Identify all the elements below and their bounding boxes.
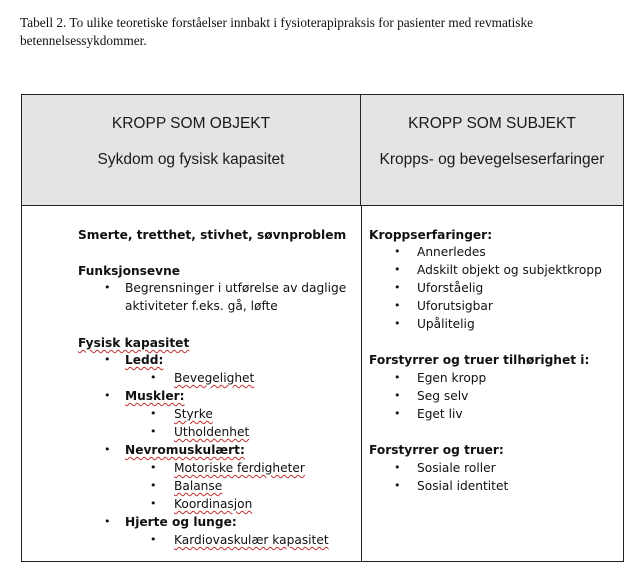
bullet: • (394, 317, 401, 330)
threat-heading: Forstyrrer og truer: (369, 443, 504, 457)
bullet: • (394, 371, 401, 384)
left-header-subtitle: Sykdom og fysisk kapasitet (97, 151, 285, 168)
neuro-label: Nevromuskulært: (125, 443, 245, 457)
bullet: • (150, 461, 157, 474)
joints-item: Bevegelighet (174, 371, 255, 385)
experience-item: Adskilt objekt og subjektkropp (417, 263, 602, 277)
left-header-cell (22, 95, 361, 206)
comparison-table (21, 94, 624, 562)
belonging-heading: Forstyrrer og truer tilhørighet i: (369, 353, 590, 367)
bullet: • (394, 407, 401, 420)
bullet: • (150, 497, 157, 510)
threat-item: Sosial identitet (417, 479, 509, 493)
belonging-item: Egen kropp (417, 371, 487, 385)
experience-item: Uforutsigbar (417, 299, 493, 313)
caption-line-1: Tabell 2. To ulike teoretiske forståelser innbakt i fysioterapipraksis for pasienter med revmatiske (20, 15, 533, 30)
heart-label: Hjerte og lunge: (125, 515, 237, 529)
right-header-title: KROPP SOM SUBJEKT (408, 115, 576, 132)
bullet: • (394, 299, 401, 312)
bullet: • (394, 245, 401, 258)
belonging-item: Eget liv (417, 407, 463, 421)
right-header-subtitle: Kropps- og bevegelseserfaringer (379, 151, 605, 168)
bullet: • (150, 407, 157, 420)
table-caption (20, 14, 620, 50)
experiences-heading: Kroppserfaringer: (369, 228, 493, 242)
bullet: • (394, 479, 401, 492)
bullet: • (394, 389, 401, 402)
muscles-item-endurance: Utholdenhet (174, 425, 250, 439)
capacity-heading: Fysisk kapasitet (78, 336, 190, 350)
experience-item: Upålitelig (417, 317, 475, 331)
neuro-item-balance: Balanse (174, 479, 223, 493)
muscles-item-strength: Styrke (174, 407, 213, 421)
function-item-line-2: aktiviteter f.eks. gå, løfte (125, 299, 278, 313)
function-heading: Funksjonsevne (78, 264, 181, 278)
bullet: • (104, 281, 111, 294)
bullet: • (394, 281, 401, 294)
bullet: • (150, 371, 157, 384)
bullet: • (104, 443, 111, 456)
experience-item: Annerledes (417, 245, 486, 259)
neuro-item-motor: Motoriske ferdigheter (174, 461, 305, 475)
bullet: • (394, 461, 401, 474)
bullet: • (104, 389, 111, 402)
bullet: • (104, 353, 111, 366)
symptoms-text: Smerte, tretthet, stivhet, søvnproblem (78, 228, 347, 242)
left-header-title: KROPP SOM OBJEKT (111, 115, 271, 132)
experience-item: Uforståelig (417, 281, 484, 295)
bullet: • (394, 263, 401, 276)
bullet: • (150, 425, 157, 438)
left-body-cell (22, 206, 361, 562)
right-body-cell (362, 206, 623, 562)
right-header-cell (361, 95, 623, 206)
heart-item: Kardiovaskulær kapasitet (174, 533, 329, 547)
joints-label: Ledd: (125, 353, 164, 367)
belonging-item: Seg selv (417, 389, 469, 403)
bullet: • (104, 515, 111, 528)
function-item-line-1: Begrensninger i utførelse av daglige (125, 281, 347, 295)
threat-item: Sosiale roller (417, 461, 496, 475)
neuro-item-coordination: Koordinasjon (174, 497, 253, 511)
muscles-label: Muskler: (125, 389, 185, 403)
bullet: • (150, 533, 157, 546)
bullet: • (150, 479, 157, 492)
caption-line-2: betennelsessykdommer. (20, 33, 147, 48)
